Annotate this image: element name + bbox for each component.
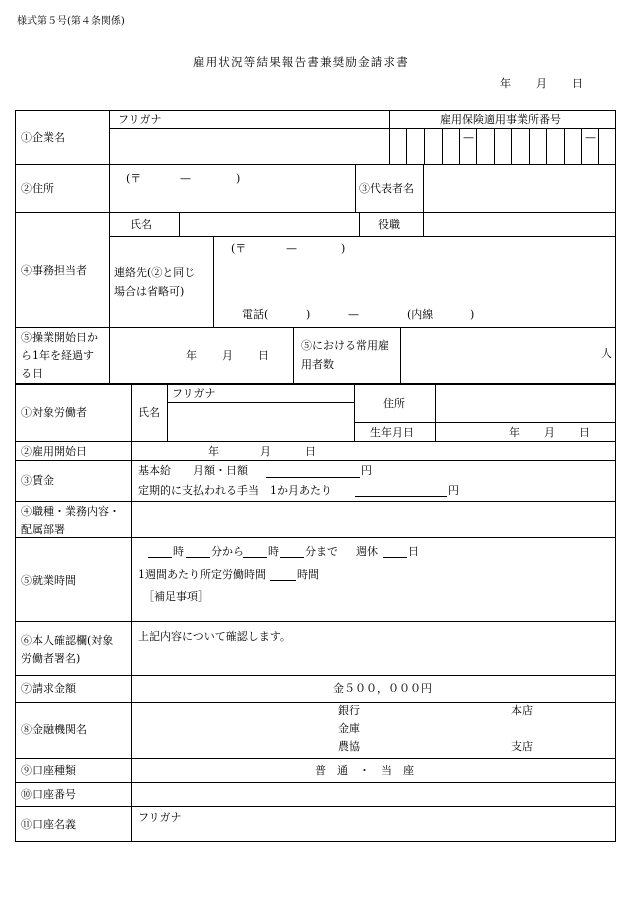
hours-label: ⑤就業時間 (21, 574, 76, 587)
staff-position-field[interactable] (425, 214, 614, 235)
address-postal-dash: — (180, 172, 191, 185)
worker-label: ①対象労働者 (21, 406, 87, 419)
wage-allowance-line: 定期的に支払われる手当 1か月あたり (138, 484, 332, 497)
start-date-day: 日 (305, 445, 316, 458)
job-label-line1: ④職種・業務内容・ (21, 505, 120, 518)
employees-unit: 人 (601, 347, 612, 360)
confirm-label-line1: ⑥本人確認欄(対象 (21, 634, 114, 647)
worker-name-label: 氏名 (138, 406, 160, 419)
wage-allowance-yen: 円 (448, 484, 459, 497)
hours-week-off: 週休 (356, 545, 378, 558)
hours-week-off-day: 日 (408, 545, 419, 558)
staff-postal-close: ) (341, 242, 346, 255)
date-year: 年 (500, 77, 511, 90)
staff-phone-dash: — (348, 308, 359, 321)
staff-postal-dash: — (286, 242, 297, 255)
institution-label: ⑧金融機関名 (21, 723, 87, 736)
hours-fun-2: 分まで (305, 545, 338, 558)
address-label: ②住所 (21, 182, 54, 195)
insurance-number-label: 雇用保険適用事業所番号 (440, 113, 561, 126)
worker-address-label: 住所 (383, 397, 405, 410)
worker-furigana-label: フリガナ (172, 387, 216, 400)
employees-label-line2: 用者数 (301, 358, 334, 371)
staff-phone-close: ) (306, 308, 311, 321)
worker-birth-month: 月 (544, 426, 555, 439)
worker-birth-day: 日 (579, 426, 590, 439)
form-number: 様式第５号(第４条関係) (17, 16, 125, 27)
job-field[interactable] (133, 503, 614, 536)
hours-weekly-label: 1週間あたり所定労働時間 (138, 568, 266, 581)
account-type-value: 普 通 ・ 当 座 (315, 764, 414, 777)
wage-label: ③賃金 (21, 474, 54, 487)
employees-label-line1: ⑤における常用雇 (301, 339, 389, 352)
worker-birth-year: 年 (509, 426, 520, 439)
operation-day: 日 (258, 349, 269, 362)
amount-value: 金５００，０００円 (333, 682, 432, 695)
account-holder-label: ⑪口座名義 (21, 818, 76, 831)
confirm-label-line2: 労働者署名) (21, 652, 81, 665)
date-month: 月 (536, 77, 547, 90)
representative-field[interactable] (425, 166, 614, 210)
institution-bank: 銀行 (338, 704, 360, 717)
worker-address-field[interactable] (437, 386, 614, 421)
employees-field[interactable] (402, 329, 597, 381)
address-field[interactable] (111, 166, 353, 210)
hours-fun-1: 分から (211, 545, 244, 558)
hours-ji-1: 時 (173, 545, 184, 558)
operation-label-line1: ⑤操業開始日か (21, 331, 98, 344)
institution-shinkin: 金庫 (338, 722, 360, 735)
account-number-label: ⑩口座番号 (21, 788, 76, 801)
staff-ext-close: ) (470, 308, 475, 321)
representative-label: ③代表者名 (359, 182, 414, 195)
wage-basic-line: 基本給 月額・日額 (138, 464, 248, 477)
staff-contact-line1: 連絡先(②と同じ (114, 266, 196, 279)
account-number-field[interactable] (133, 784, 614, 805)
start-date-month: 月 (260, 445, 271, 458)
staff-position-label: 役職 (378, 218, 400, 231)
staff-name-label: 氏名 (130, 218, 152, 231)
confirm-text: 上記内容について確認します。 (138, 630, 291, 643)
account-type-label: ⑨口座種類 (21, 764, 76, 777)
operation-year: 年 (186, 349, 197, 362)
operation-month: 月 (222, 349, 233, 362)
insurance-number-dash-2: — (585, 131, 596, 144)
amount-label: ⑦請求金額 (21, 682, 76, 695)
form-title: 雇用状況等結果報告書兼奨励金請求書 (193, 55, 409, 69)
operation-label-line3: る日 (21, 367, 43, 380)
date-day: 日 (572, 77, 583, 90)
staff-contact-line2: 場合は省略可) (114, 285, 185, 298)
job-label-line2: 配属部署 (21, 523, 65, 536)
start-date-year: 年 (208, 445, 219, 458)
account-holder-furigana: フリガナ (138, 811, 182, 824)
staff-postal-open: (〒 (231, 242, 247, 255)
account-holder-field[interactable] (133, 826, 614, 840)
institution-nokyo: 農協 (338, 740, 360, 753)
start-date-label: ②雇用開始日 (21, 445, 87, 458)
company-furigana-label: フリガナ (118, 113, 162, 126)
operation-label-line2: ら1年を経過す (21, 349, 94, 362)
wage-basic-yen: 円 (361, 464, 372, 477)
worker-name-field[interactable] (169, 404, 353, 440)
hours-ji-2: 時 (268, 545, 279, 558)
hours-note-label: ［補足事項］ (143, 590, 209, 603)
insurance-number-dash-1: — (463, 131, 474, 144)
address-postal-close: ) (236, 172, 241, 185)
institution-branch: 支店 (511, 740, 533, 753)
staff-ext-open: (内線 (407, 308, 434, 321)
staff-phone-label: 電話( (242, 308, 269, 321)
address-postal-open: (〒 (126, 172, 142, 185)
worker-birth-label: 生年月日 (370, 426, 414, 439)
staff-label: ④事務担当者 (21, 264, 87, 277)
institution-head-office: 本店 (511, 704, 533, 717)
company-name-field[interactable] (111, 130, 387, 162)
company-name-label: ①企業名 (21, 131, 65, 144)
staff-name-field[interactable] (181, 214, 357, 235)
hours-weekly-unit: 時間 (297, 568, 319, 581)
